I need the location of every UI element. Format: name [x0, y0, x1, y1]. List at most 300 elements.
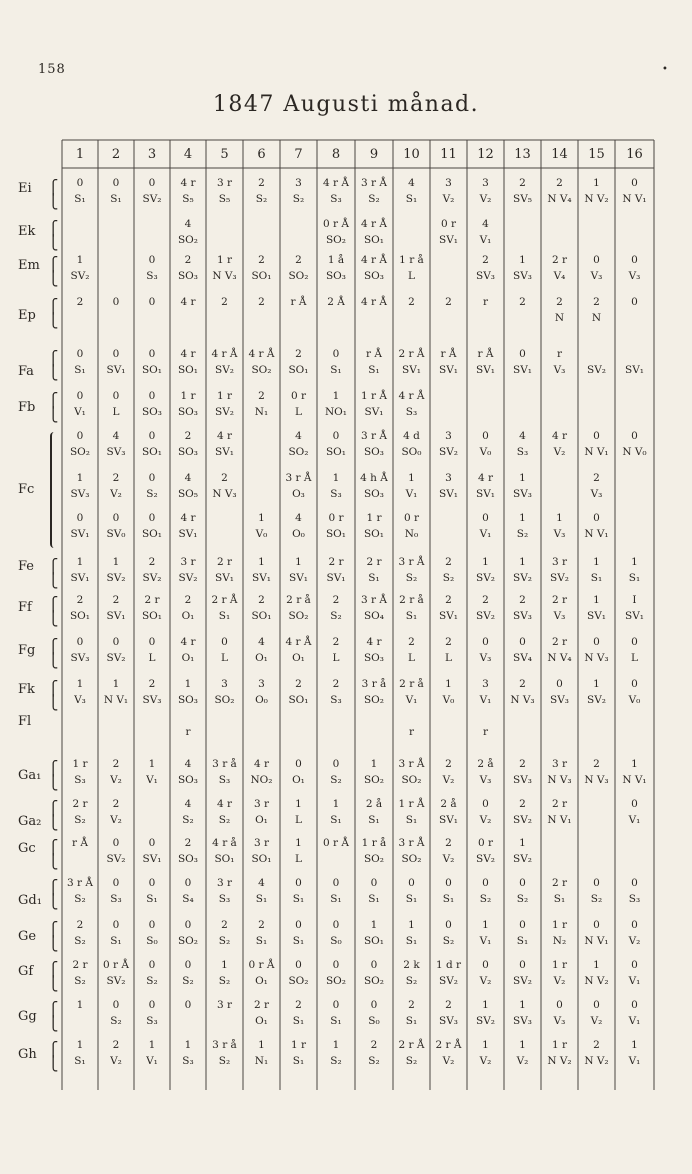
cell-upper: 2 r å — [286, 594, 311, 606]
table-cell — [541, 959, 578, 987]
table-cell — [430, 177, 467, 205]
cell-lower: S₂ — [405, 572, 418, 584]
table-cell — [578, 254, 615, 282]
cell-lower: SV₂ — [513, 975, 532, 987]
cell-lower: S₂ — [218, 1055, 231, 1067]
table-cell — [430, 636, 467, 664]
cell-upper: 2 — [556, 177, 563, 189]
cell-lower: S₁ — [405, 193, 418, 205]
cell-upper: 0 — [76, 636, 84, 648]
table-cell — [62, 594, 98, 622]
row-label: Fe — [18, 559, 35, 574]
cell-upper: 3 r Å — [398, 837, 425, 849]
cell-lower — [280, 234, 317, 246]
cell-upper: 1 r Å — [398, 798, 425, 810]
cell-lower: S₁ — [368, 893, 380, 905]
cell-upper: 1 — [445, 678, 452, 690]
cell-upper: 4 r — [180, 512, 196, 524]
table-cell — [134, 594, 170, 622]
cell-upper: 0 — [631, 919, 638, 931]
table-cell — [206, 556, 243, 584]
cell-upper — [393, 218, 430, 230]
cell-upper: 2 — [258, 919, 265, 931]
cell-upper: 2 — [593, 296, 600, 308]
cell-upper: 1 r — [72, 758, 88, 770]
cell-lower: V₁ — [628, 1055, 641, 1067]
table-cell — [98, 959, 134, 987]
cell-lower: SV₁ — [476, 364, 495, 376]
cell-upper: 2 r å — [399, 594, 424, 606]
table-cell — [62, 877, 98, 905]
cell-upper: 1 — [593, 594, 600, 606]
cell-upper: 0 — [148, 472, 156, 484]
cell-lower: S₂ — [255, 193, 268, 205]
table-cell — [134, 556, 170, 584]
cell-upper: 4 r — [180, 348, 196, 360]
table-cell — [62, 678, 98, 706]
cell-lower: SO₃ — [177, 446, 198, 458]
table-cell — [504, 556, 541, 584]
cell-upper: 2 — [76, 594, 84, 606]
cell-upper: 1 — [76, 999, 84, 1011]
cell-upper: 4 r — [477, 472, 494, 484]
table-cell — [355, 919, 393, 947]
cell-lower — [615, 406, 654, 418]
table-cell — [134, 959, 170, 987]
cell-upper — [504, 218, 541, 230]
cell-lower: N V₂ — [584, 975, 609, 987]
table-cell — [98, 348, 134, 376]
cell-lower: S₃ — [330, 193, 342, 205]
cell-upper: 3 r Å — [361, 594, 387, 606]
cell-lower: S₂ — [292, 193, 305, 205]
cell-upper — [317, 710, 355, 722]
row-brace: ⎧ ⎩ — [48, 962, 59, 992]
table-cell — [615, 877, 654, 905]
cell-lower: SV₂ — [215, 364, 234, 376]
cell-lower: V₁ — [146, 774, 158, 786]
cell-upper — [541, 837, 578, 849]
table-cell — [467, 999, 504, 1027]
cell-lower: S₂ — [74, 975, 86, 987]
cell-upper: r Å — [440, 348, 457, 360]
cell-lower: N — [591, 312, 602, 324]
table-cell — [243, 877, 280, 905]
table-cell — [243, 710, 280, 738]
cell-lower: SO₂ — [177, 935, 198, 947]
table-cell — [170, 919, 206, 947]
cell-upper: 1 — [332, 472, 340, 484]
cell-lower: r — [185, 726, 191, 738]
cell-lower: S₂ — [182, 814, 194, 826]
cell-lower: SV₁ — [252, 572, 271, 584]
cell-lower — [206, 528, 243, 540]
cell-lower — [504, 406, 541, 418]
cell-lower: L — [221, 652, 228, 664]
cell-upper: 3 — [221, 678, 228, 690]
cell-lower: V₂ — [442, 193, 455, 205]
table-cell — [317, 296, 355, 324]
cell-lower: O₁ — [181, 652, 195, 664]
cell-upper: 3 — [445, 430, 452, 442]
table-cell — [243, 390, 280, 418]
cell-upper: 4 — [519, 430, 526, 442]
cell-lower: S₂ — [330, 1055, 342, 1067]
cell-lower — [504, 234, 541, 246]
table-cell — [467, 1039, 504, 1067]
cell-lower: S₂ — [442, 935, 455, 947]
cell-lower: SO₃ — [325, 270, 346, 282]
table-cell — [615, 678, 654, 706]
table-cell — [134, 999, 170, 1027]
table-cell — [541, 296, 578, 324]
table-cell — [62, 177, 98, 205]
table-cell — [355, 254, 393, 282]
cell-lower: O₁ — [255, 975, 268, 987]
row-label: Ga₁ — [18, 768, 42, 783]
table-cell — [615, 512, 654, 540]
cell-upper: 4 — [184, 798, 192, 810]
cell-upper: 2 — [112, 472, 120, 484]
table-cell — [98, 999, 134, 1027]
cell-upper: 2 — [221, 919, 228, 931]
cell-upper: 2 r — [551, 636, 568, 648]
cell-lower: N₂ — [552, 935, 567, 947]
table-cell — [317, 837, 355, 865]
cell-upper: 0 — [593, 254, 600, 266]
cell-lower: SO₁ — [363, 935, 384, 947]
cell-lower — [541, 488, 578, 500]
table-cell — [355, 390, 393, 418]
table-cell — [280, 512, 317, 540]
table-cell — [317, 636, 355, 664]
cell-upper: 2 r — [253, 999, 270, 1011]
table-cell — [467, 556, 504, 584]
cell-upper: 2 r — [72, 959, 88, 971]
cell-lower: SO₂ — [69, 446, 90, 458]
table-cell — [393, 758, 430, 786]
table-cell — [98, 837, 134, 865]
table-cell — [280, 254, 317, 282]
cell-upper: 2 å — [440, 798, 457, 810]
table-cell — [430, 837, 467, 865]
cell-upper: 0 — [593, 877, 600, 889]
table-cell — [317, 390, 355, 418]
cell-upper — [430, 390, 467, 402]
column-header: 12 — [477, 147, 494, 162]
table-cell — [355, 636, 393, 664]
table-cell — [206, 1039, 243, 1067]
cell-upper: 2 — [445, 594, 452, 606]
cell-lower: S₃ — [330, 694, 342, 706]
cell-lower: SV₃ — [513, 488, 532, 500]
table-cell — [206, 348, 243, 376]
table-cell — [504, 1039, 541, 1067]
cell-lower: SV₁ — [439, 610, 458, 622]
table-cell — [541, 919, 578, 947]
cell-lower — [98, 234, 134, 246]
cell-upper: 1 — [148, 758, 156, 770]
cell-lower: SO₂ — [325, 975, 346, 987]
cell-lower: SV₅ — [513, 193, 532, 205]
table-cell — [504, 218, 541, 246]
cell-upper: 3 r — [216, 999, 233, 1011]
table-cell — [243, 837, 280, 865]
cell-lower: O₁ — [292, 652, 305, 664]
cell-upper: 4 r — [216, 798, 233, 810]
cell-upper: 0 — [295, 919, 302, 931]
cell-lower: V₃ — [553, 610, 566, 622]
cell-lower: V₂ — [479, 1055, 492, 1067]
cell-upper: 2 — [482, 254, 489, 266]
table-cell — [62, 758, 98, 786]
cell-lower: N V₁ — [584, 446, 609, 458]
table-cell — [98, 1039, 134, 1067]
cell-lower: S₁ — [405, 935, 418, 947]
cell-upper: 2 r Å — [398, 348, 425, 360]
cell-lower: S₂ — [146, 488, 158, 500]
table-cell — [134, 430, 170, 458]
cell-lower: SO₂ — [288, 446, 309, 458]
cell-lower — [280, 312, 317, 324]
cell-lower: SV₂ — [106, 572, 126, 584]
cell-lower: S₀ — [146, 935, 158, 947]
cell-lower: L — [631, 652, 638, 664]
cell-upper: 3 r Å — [398, 758, 425, 770]
cell-upper: 3 — [482, 678, 489, 690]
row-brace: ⎧ ⎩ — [48, 597, 59, 627]
cell-lower: SV₃ — [439, 1015, 458, 1027]
cell-lower — [430, 726, 467, 738]
table-cell — [541, 218, 578, 246]
cell-lower: S₁ — [405, 814, 418, 826]
cell-lower: SV₂ — [476, 572, 495, 584]
cell-lower — [578, 814, 615, 826]
table-cell — [98, 710, 134, 738]
cell-upper — [541, 472, 578, 484]
cell-lower — [615, 853, 654, 865]
table-cell — [134, 348, 170, 376]
table-cell — [170, 296, 206, 324]
table-cell — [243, 472, 280, 500]
table-cell — [578, 390, 615, 418]
table-cell — [243, 636, 280, 664]
cell-upper: 2 r — [551, 877, 568, 889]
table-cell — [615, 390, 654, 418]
cell-lower — [280, 726, 317, 738]
cell-upper — [467, 390, 504, 402]
cell-upper: 2 — [184, 254, 192, 266]
cell-upper: 4 r å — [212, 837, 237, 849]
cell-lower: V₁ — [628, 975, 641, 987]
cell-lower: S₂ — [218, 814, 231, 826]
table-cell — [355, 556, 393, 584]
cell-upper: 4 — [295, 512, 302, 524]
cell-upper: 3 r å — [212, 758, 237, 770]
cell-upper: 2 — [184, 430, 192, 442]
cell-upper — [615, 472, 654, 484]
table-cell — [62, 254, 98, 282]
column-header: 4 — [183, 147, 193, 162]
cell-lower — [62, 234, 98, 246]
cell-lower: S₁ — [292, 1055, 305, 1067]
cell-upper: 2 — [519, 594, 526, 606]
table-cell — [134, 837, 170, 865]
cell-lower: S₁ — [368, 572, 380, 584]
cell-lower: N — [554, 312, 565, 324]
cell-lower: SO₂ — [251, 364, 272, 376]
table-cell — [62, 430, 98, 458]
cell-upper: 1 — [295, 798, 302, 810]
cell-lower: V₃ — [479, 652, 492, 664]
table-cell — [170, 254, 206, 282]
cell-upper: 0 — [332, 959, 340, 971]
cell-lower: NO₁ — [324, 406, 347, 418]
cell-upper: 2 — [445, 556, 452, 568]
cell-upper: 4 h Å — [360, 472, 388, 484]
cell-lower: SO₁ — [214, 853, 235, 865]
row-label: Fl — [18, 714, 32, 729]
cell-lower: SO₁ — [288, 694, 309, 706]
cell-upper: 2 — [295, 254, 302, 266]
table-cell — [430, 512, 467, 540]
cell-upper: 0 — [593, 430, 600, 442]
cell-lower: S₁ — [330, 1015, 342, 1027]
table-cell — [355, 348, 393, 376]
cell-upper: 2 — [519, 678, 526, 690]
cell-upper: 0 — [631, 798, 638, 810]
cell-upper: 4 — [258, 877, 265, 889]
cell-lower: V₃ — [590, 270, 603, 282]
table-cell — [206, 959, 243, 987]
cell-lower: V₀ — [628, 694, 641, 706]
cell-lower: SV₂ — [476, 853, 495, 865]
table-cell — [578, 1039, 615, 1067]
cell-upper: 2 — [556, 296, 563, 308]
cell-upper: 3 r Å — [361, 430, 387, 442]
cell-upper: r Å — [366, 348, 382, 360]
cell-lower: N V₁ — [584, 935, 609, 947]
cell-upper: 0 — [76, 348, 84, 360]
table-cell — [504, 959, 541, 987]
row-brace: ⎧ ⎩ — [48, 840, 59, 870]
table-cell — [98, 177, 134, 205]
table-cell — [504, 594, 541, 622]
cell-lower — [134, 312, 170, 324]
table-cell — [355, 430, 393, 458]
cell-lower: L — [408, 270, 415, 282]
cell-upper: 0 r — [328, 512, 344, 524]
cell-lower: SO₂ — [325, 234, 346, 246]
cell-upper: 0 r — [403, 512, 420, 524]
cell-lower: SV₀ — [106, 528, 126, 540]
cell-upper: 0 — [112, 636, 120, 648]
table-cell — [170, 837, 206, 865]
cell-upper: 3 — [258, 678, 265, 690]
cell-lower: SO₅ — [177, 488, 198, 500]
cell-lower: S₁ — [146, 893, 158, 905]
table-cell — [317, 758, 355, 786]
table-cell — [578, 218, 615, 246]
cell-upper: 1 — [112, 556, 120, 568]
table-cell — [541, 594, 578, 622]
cell-lower: L — [295, 814, 302, 826]
table-cell — [615, 636, 654, 664]
row-label: Em — [18, 258, 40, 273]
row-brace: ⎧ ⎩ — [48, 922, 59, 952]
cell-upper: 2 — [332, 678, 340, 690]
cell-upper — [615, 218, 654, 230]
row-label: Ge — [18, 929, 37, 944]
cell-lower: S₂ — [218, 935, 231, 947]
table-cell — [206, 594, 243, 622]
table-cell — [243, 678, 280, 706]
row-brace: ⎧ ⎩ — [48, 180, 59, 210]
table-cell — [504, 710, 541, 738]
cell-lower: N V₁ — [584, 528, 609, 540]
cell-upper: 3 r Å — [67, 877, 93, 889]
cell-lower: V₁ — [479, 528, 492, 540]
row-label: Ei — [18, 181, 32, 196]
cell-lower: SV₁ — [215, 572, 234, 584]
table-cell — [170, 758, 206, 786]
cell-upper: 2 r — [72, 798, 88, 810]
cell-lower — [430, 406, 467, 418]
cell-upper — [430, 512, 467, 524]
table-cell — [578, 837, 615, 865]
cell-upper: 1 r — [366, 512, 382, 524]
cell-upper: 0 — [631, 430, 638, 442]
table-cell — [206, 218, 243, 246]
cell-lower: V₁ — [479, 234, 492, 246]
row-brace: ⎧ ⎩ — [48, 257, 59, 287]
table-cell — [317, 710, 355, 738]
table-cell — [467, 512, 504, 540]
cell-upper: 0 — [482, 512, 489, 524]
table-cell — [355, 594, 393, 622]
cell-lower — [504, 312, 541, 324]
table-cell — [243, 348, 280, 376]
cell-upper: 1 r — [551, 959, 568, 971]
cell-lower: V₃ — [553, 1015, 566, 1027]
table-cell — [170, 430, 206, 458]
cell-upper: 3 r — [551, 758, 568, 770]
table-cell — [467, 678, 504, 706]
cell-lower: SV₂ — [513, 572, 532, 584]
cell-lower: SV₃ — [513, 270, 532, 282]
column-header: 3 — [147, 147, 157, 162]
cell-upper: 3 r — [253, 837, 270, 849]
table-cell — [206, 710, 243, 738]
table-cell — [467, 636, 504, 664]
cell-lower: N₁ — [254, 1055, 269, 1067]
table-cell — [170, 556, 206, 584]
cell-upper: 2 r å — [399, 678, 424, 690]
table-cell — [206, 837, 243, 865]
table-cell — [430, 710, 467, 738]
row-label: Fk — [18, 682, 35, 697]
cell-lower: SV₃ — [70, 488, 90, 500]
cell-lower — [62, 853, 98, 865]
table-cell — [62, 636, 98, 664]
table-cell — [541, 556, 578, 584]
cell-upper: 3 r Å — [398, 556, 425, 568]
cell-upper: 2 — [221, 472, 228, 484]
table-cell — [541, 1039, 578, 1067]
cell-lower: SO₃ — [177, 406, 198, 418]
cell-upper: 0 — [482, 959, 489, 971]
table-cell — [62, 390, 98, 418]
